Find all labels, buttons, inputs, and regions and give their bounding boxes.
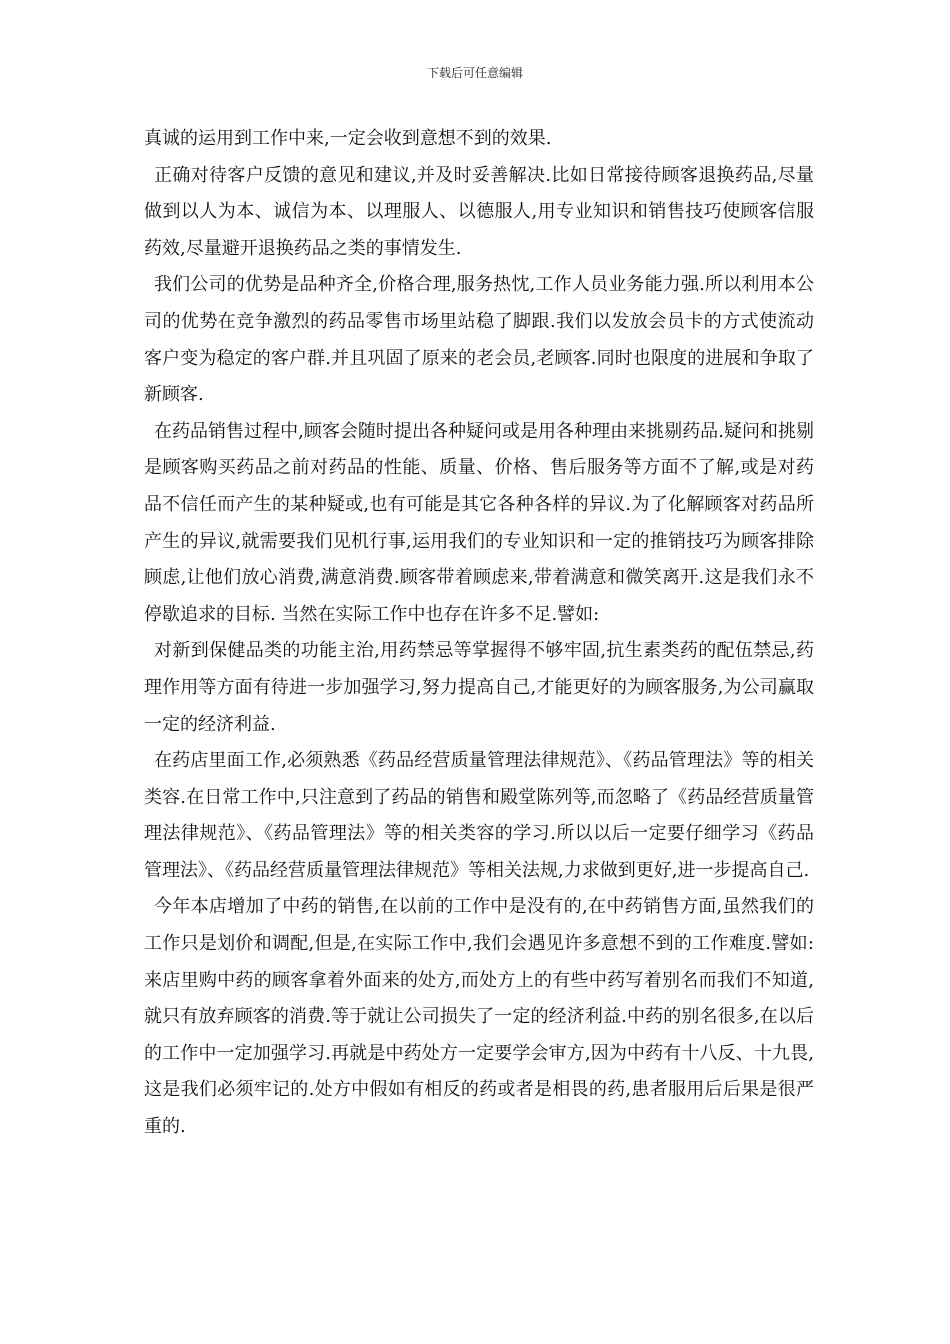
page-header: 下载后可任意编辑 [426,66,523,80]
document-body [144,121,814,1146]
paragraph-company-advantages: 我们公司的优势是品种齐全,价格合理,服务热忱,工作人员业务能力强.所以利用本公司的优势在竞争激烈的药品零售市场里站稳了脚跟.我们以发放会员卡的方式使流动客户变为稳定的客户群.并且巩固了原来的老会员,老顾客.同时也限度的进展和争取了新顾客. [144,274,814,406]
paragraph-regulations: 在药店里面工作,必须熟悉《药品经营质量管理法律规范》、《药品管理法》等的相关类容.在日常工作中,只注意到了药品的销售和殿堂陈列等,而忽略了《药品经营质量管理法律规范》、《药品管理法》等的相关类容的学习.所以以后一定要仔细学习《药品管理法》、《药品经营质量管理法律规范》等相关法规,力求做到更好,进一步提高自己. [144,750,814,881]
paragraph-customer-feedback: 正确对待客户反馈的意见和建议,并及时妥善解决.比如日常接待顾客退换药品,尽量做到以人为本、诚信为本、以理服人、以德服人,用专业知识和销售技巧使顾客信服药效,尽量避开退换药品之类的事情发生. [144,164,814,259]
paragraph-chinese-medicine: 今年本店增加了中药的销售,在以前的工作中是没有的,在中药销售方面,虽然我们的工作只是划价和调配,但是,在实际工作中,我们会遇见许多意想不到的工作难度.譬如:来店里购中药的顾客拿着外面来的处方,而处方上的有些中药写着别名而我们不知道,就只有放弃顾客的消费.等于就让公司损失了一定的经济利益.中药的别名很多,在以后的工作中一定加强学习.再就是中药处方一定要学会审方,因为中药有十八反、十九畏,这是我们必须牢记的.处方中假如有相反的药或者是相畏的药,患者服用后后果是很严重的. [144,896,814,1138]
paragraph-sales-process: 在药品销售过程中,顾客会随时提出各种疑问或是用各种理由来挑剔药品.疑问和挑剔是顾客购买药品之前对药品的性能、质量、价格、售后服务等方面不了解,或是对药品不信任而产生的某种疑或,也有可能是其它各种各样的异议.为了化解顾客对药品所产生的异议,就需要我们见机行事,运用我们的专业知识和一定的推销技巧为顾客排除顾虑,让他们放心消费,满意消费.顾客带着顾虑来,带着满意和微笑离开.这是我们永不停歇追求的目标. 当然在实际工作中也存在许多不足.譬如: [144,420,814,625]
paragraph-continuation: 真诚的运用到工作中来,一定会收到意想不到的效果. [144,128,552,149]
paragraph-health-products: 对新到保健品类的功能主治,用药禁忌等掌握得不够牢固,抗生素类药的配伍禁忌,药理作用等方面有待进一步加强学习,努力提高自己,才能更好的为顾客服务,为公司赢取一定的经济利益. [144,640,814,735]
